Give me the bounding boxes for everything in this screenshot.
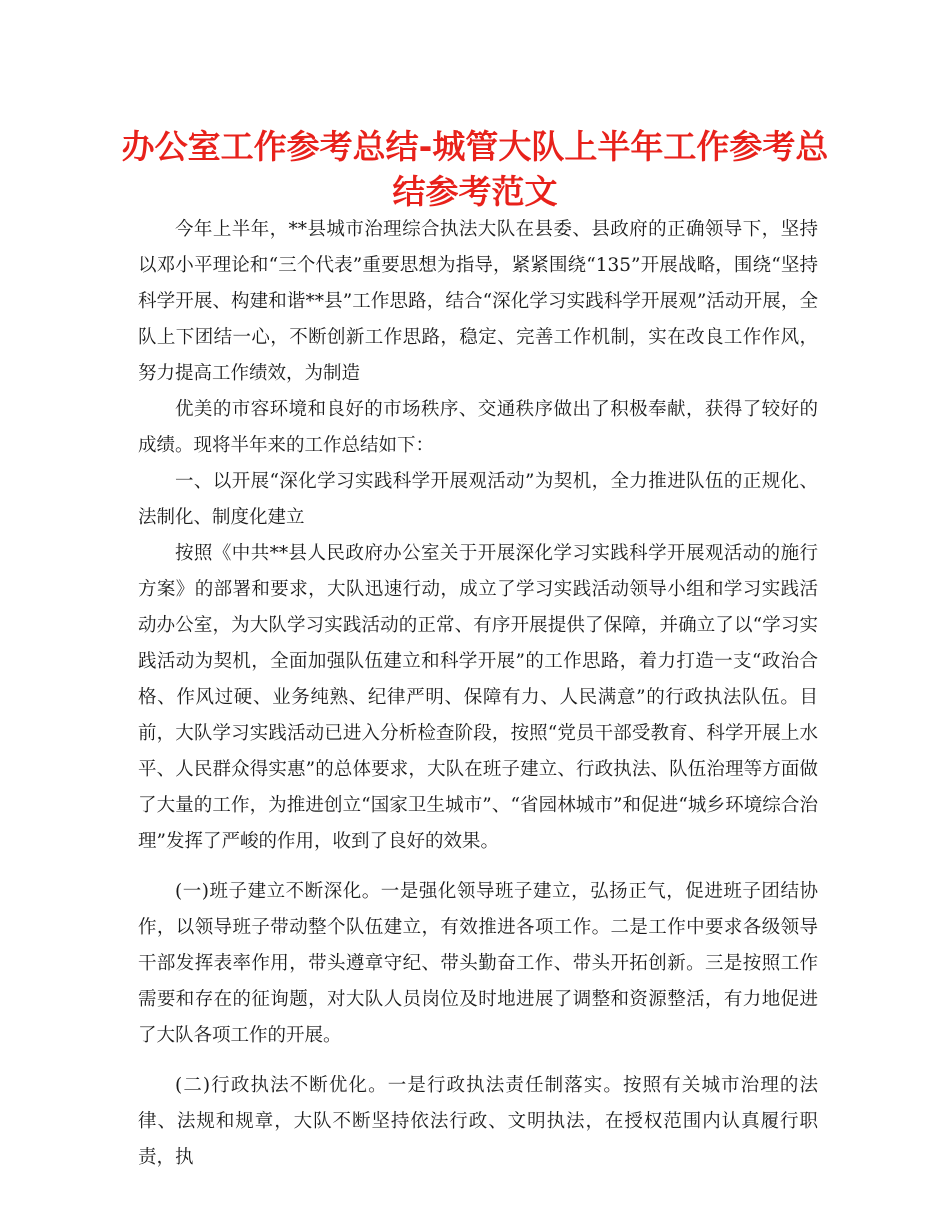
document-title-line-1: 办公室工作参考总结-城管大队上半年工作参考总 bbox=[121, 127, 829, 166]
paragraph-law-enforcement: (二)行政执法不断优化。一是行政执法责任制落实。按照有关城市治理的法律、法规和规章，大队不断坚持依法行政、文明执法，在授权范围内认真履行职责，执 bbox=[138, 1075, 818, 1168]
document-title-line-2: 结参考范文 bbox=[392, 172, 558, 211]
document-body bbox=[138, 212, 818, 1176]
paragraph-study-practice: 按照《中共**县人民政府办公室关于开展深化学习实践科学开展观活动的施行方案》的部署和要求，大队迅速行动，成立了学习实践活动领导小组和学习实践活动办公室，为大队学习实践活动的正常、有序开展提供了保障，并确立了以“学习实践活动为契机，全面加强队伍建立和科学开展”的工作思路，着力打造一支“政治合格、作风过硬、业务纯熟、纪律严明、保障有力、人民满意”的行政执法队伍。目前，大队学习实践活动已进入分析检查阶段，按照“党员干部受教育、科学开展上水平、人民群众得实惠”的总体要求，大队在班子建立、行政执法、队伍治理等方面做了大量的工作，为推进创立“国家卫生城市”、“省园林城市”和促进“城乡环境综合治理”发挥了严峻的作用，收到了良好的效果。 bbox=[138, 543, 818, 852]
paragraph-intro: 今年上半年，**县城市治理综合执法大队在县委、县政府的正确领导下，坚持以邓小平理论和“三个代表”重要思想为指导，紧紧围绕“135”开展战略，围绕“坚持科学开展、构建和谐**县”工作思路，结合“深化学习实践科学开展观”活动开展，全队上下团结一心，不断创新工作思路，稳定、完善工作机制，实在改良工作作风，努力提高工作绩效，为制造 bbox=[138, 219, 818, 384]
section-heading-1: 一、以开展“深化学习实践科学开展观活动”为契机，全力推进队伍的正规化、法制化、制度化建立 bbox=[138, 471, 818, 528]
paragraph-achievements: 优美的市容环境和良好的市场秩序、交通秩序做出了积极奉献，获得了较好的成绩。现将半年来的工作总结如下： bbox=[138, 399, 818, 456]
paragraph-leadership: (一)班子建立不断深化。一是强化领导班子建立，弘扬正气，促进班子团结协作，以领导班子带动整个队伍建立，有效推进各项工作。二是工作中要求各级领导干部发挥表率作用，带头遵章守纪、带头勤奋工作、带头开拓创新。三是按照工作需要和存在的征询题，对大队人员岗位及时地进展了调整和资源整活，有力地促进了大队各项工作的开展。 bbox=[138, 881, 818, 1046]
